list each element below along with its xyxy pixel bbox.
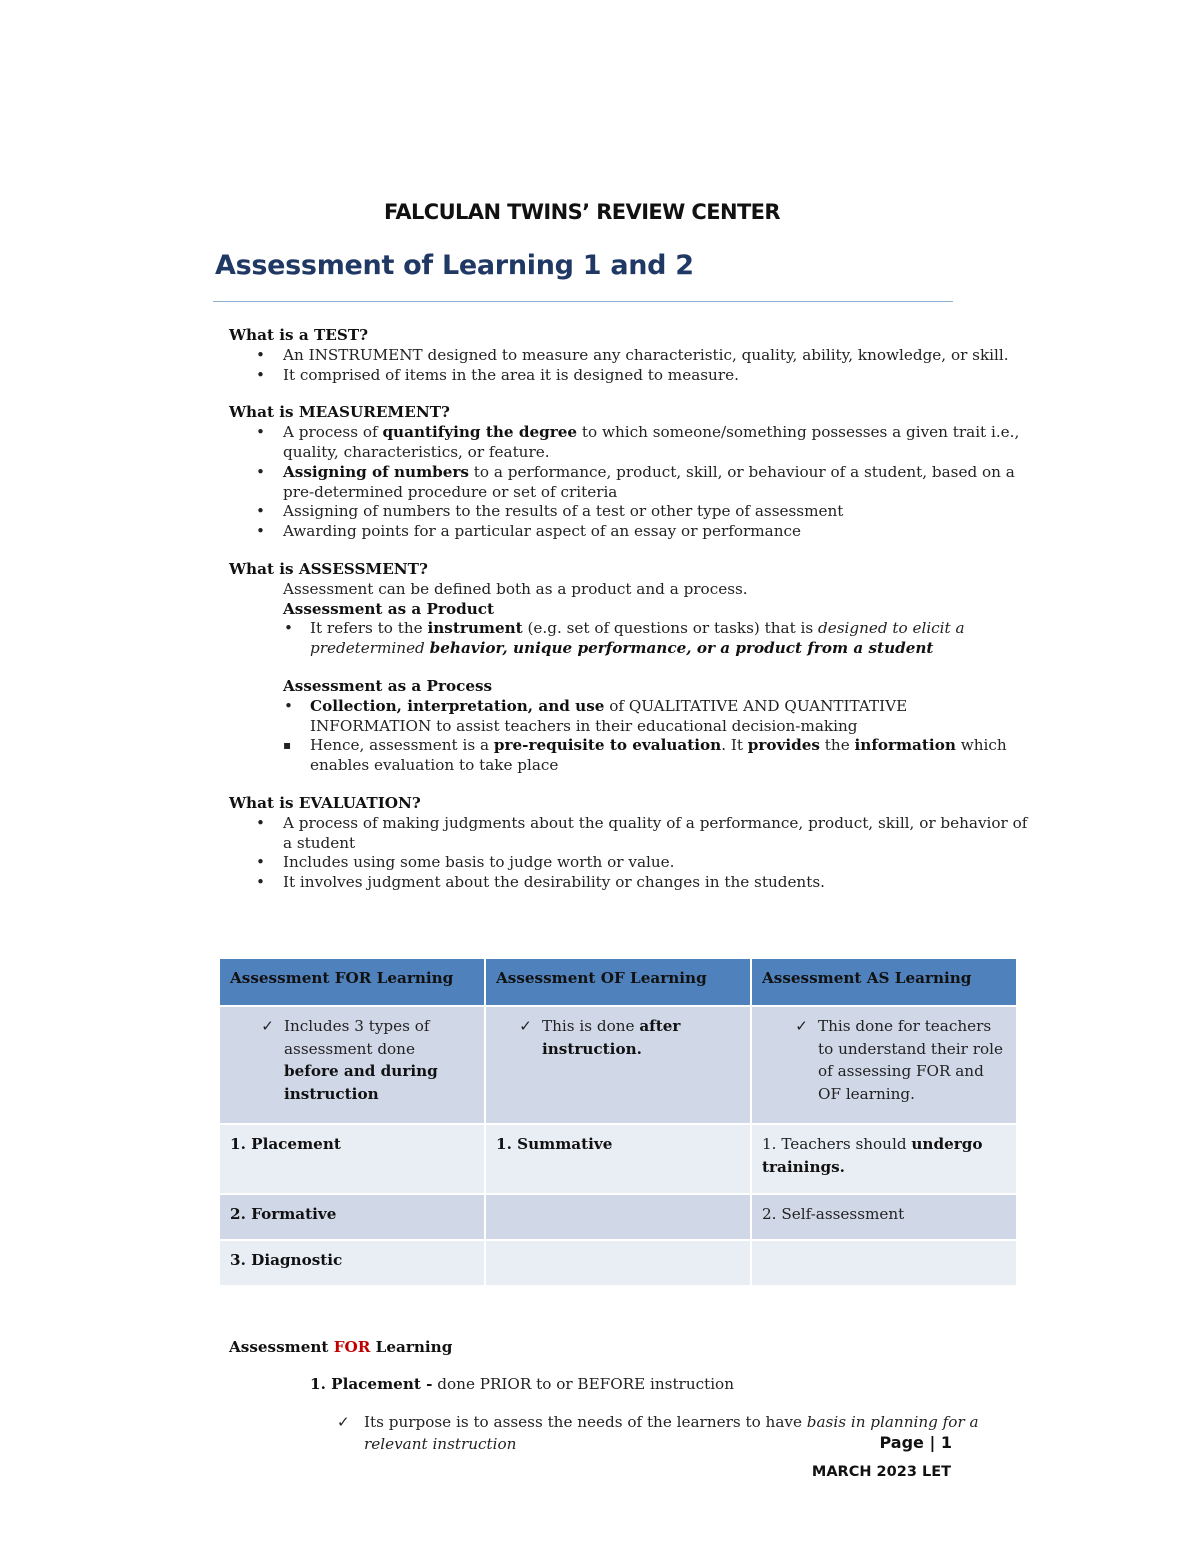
table-cell: 1. Placement [219, 1124, 485, 1194]
evaluation-list [229, 814, 1029, 893]
test-list [229, 346, 1029, 386]
measurement-heading: What is MEASUREMENT? [229, 403, 450, 422]
page-number: Page | 1 [879, 1433, 952, 1452]
list-item: • Collection, interpretation, and use of QUALITATIVE AND QUANTITATIVE INFORMATION to assist teachers in their educational decision-making [229, 697, 1029, 737]
process-list [229, 697, 1029, 776]
list-item: • Includes using some basis to judge worth or value. [229, 853, 1029, 873]
list-item: • A process of making judgments about the quality of a performance, product, skill, or behavior of a student [229, 814, 1029, 854]
table-cell [485, 1240, 751, 1286]
measurement-list [229, 423, 1029, 542]
list-item: • Assigning of numbers to the results of a test or other type of assessment [229, 502, 1029, 522]
assessment-types-table [218, 957, 1018, 1287]
table-cell: ✓ This is done after instruction. [485, 1006, 751, 1124]
table-row [219, 1124, 1017, 1194]
exam-label: MARCH 2023 LET [811, 1464, 951, 1480]
table-row [219, 1006, 1017, 1124]
test-heading: What is a TEST? [229, 326, 369, 344]
table-header-cell: Assessment FOR Learning [219, 958, 485, 1006]
title-divider [213, 301, 953, 302]
assessment-heading: What is ASSESSMENT? [229, 559, 428, 578]
center-title: FALCULAN TWINS’ REVIEW CENTER [383, 200, 781, 224]
list-item: • It involves judgment about the desirability or changes in the students. [229, 873, 1029, 893]
table-cell: 1. Teachers should undergo trainings. [751, 1124, 1017, 1194]
check-icon: ✓ [337, 1412, 350, 1431]
table-header-row [219, 958, 1017, 1006]
afl-heading: Assessment FOR Learning [229, 1338, 453, 1357]
table-row [219, 1194, 1017, 1240]
main-content [229, 326, 1029, 893]
product-list [229, 619, 1029, 659]
check-icon: ✓ [261, 1017, 274, 1035]
list-item: • It refers to the instrument (e.g. set of questions or tasks) that is designed to elicit a predetermined behavior, unique performance, or a product from a student [229, 619, 1029, 659]
evaluation-heading: What is EVALUATION? [229, 793, 421, 812]
check-icon: ✓ [795, 1017, 808, 1035]
document-title: Assessment of Learning 1 and 2 [215, 250, 694, 281]
table-cell: ✓ This done for teachers to understand their role of assessing FOR and OF learning. [751, 1006, 1017, 1124]
table-header-cell: Assessment OF Learning [485, 958, 751, 1006]
table-cell: 1. Summative [485, 1124, 751, 1194]
process-heading: Assessment as a Process [283, 676, 493, 695]
assessment-intro: Assessment can be defined both as a product and a process. [283, 579, 748, 598]
list-item: • Assigning of numbers to a performance, product, skill, or behaviour of a student, based on a pre-determined procedure or set of criteria [229, 463, 1029, 503]
list-item: • An INSTRUMENT designed to measure any characteristic, quality, ability, knowledge, or skill. [229, 346, 1029, 366]
table-row [219, 1240, 1017, 1286]
table-cell: 2. Formative [219, 1194, 485, 1240]
list-item: ▪ Hence, assessment is a pre-requisite to evaluation. It provides the information which enables evaluation to take place [229, 736, 1029, 776]
list-item: • Awarding points for a particular aspect of an essay or performance [229, 522, 1029, 542]
table-cell [751, 1240, 1017, 1286]
check-icon: ✓ [519, 1017, 532, 1035]
afl-placement: 1. Placement - done PRIOR to or BEFORE instruction [310, 1375, 734, 1394]
product-heading: Assessment as a Product [283, 599, 495, 618]
table-cell: 3. Diagnostic [219, 1240, 485, 1286]
table-cell: 2. Self-assessment [751, 1194, 1017, 1240]
afl-purpose: ✓ Its purpose is to assess the needs of the learners to have basis in planning for a relevant instruction [337, 1412, 979, 1453]
list-item: • It comprised of items in the area it is designed to measure. [229, 366, 1029, 386]
table-header-cell: Assessment AS Learning [751, 958, 1017, 1006]
list-item: • A process of quantifying the degree to which someone/something possesses a given trait i.e., quality, characteristics, or feature. [229, 423, 1029, 463]
table-cell: ✓ Includes 3 types of assessment done before and during instruction [219, 1006, 485, 1124]
table-cell [485, 1194, 751, 1240]
